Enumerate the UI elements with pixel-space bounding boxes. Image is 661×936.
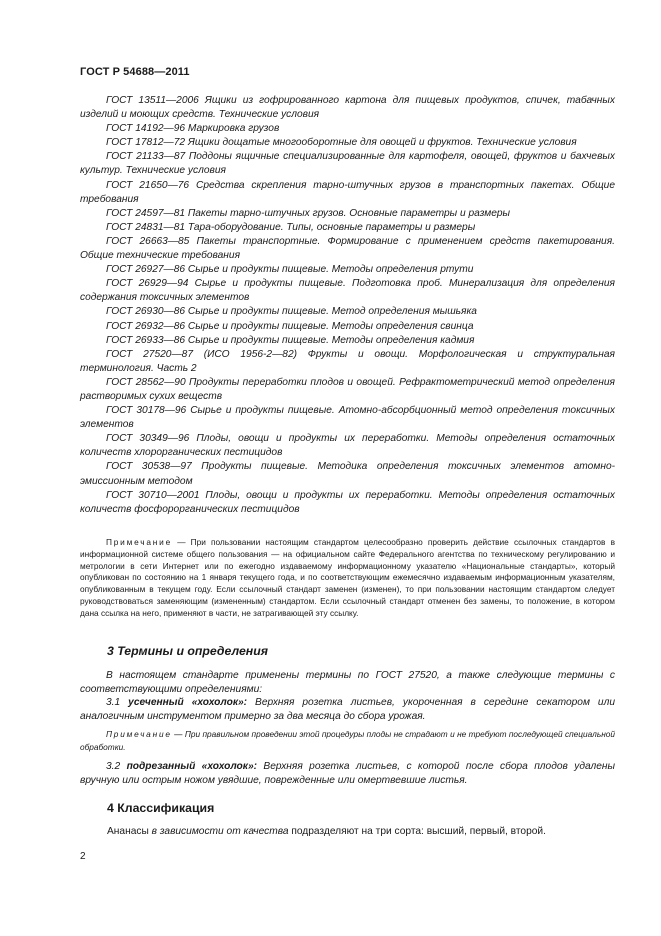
reference-item: ГОСТ 28562—90 Продукты переработки плодов и овощей. Рефрактометрический метод определения растворимых сухих веществ bbox=[80, 376, 615, 402]
reference-item: ГОСТ 30349—96 Плоды, овощи и продукты их переработки. Методы определения остаточных количеств хлорорганических пестицидов bbox=[80, 433, 615, 459]
document-header: ГОСТ Р 54688—2011 bbox=[80, 66, 190, 78]
term-number: 3.1 bbox=[106, 697, 129, 708]
reference-item: ГОСТ 21133—87 Поддоны ящичные специализированные для картофеля, овощей, фруктов и бахчевых культур. Технические условия bbox=[80, 151, 615, 177]
term-definition: Верхняя розетка листьев, укороченная в середине секатором или аналогичным инструментом примерно за два месяца до сбора урожая. bbox=[80, 697, 615, 722]
classification-text-italic: в зависимости от качества bbox=[151, 826, 289, 837]
reference-item: ГОСТ 26929—94 Сырье и продукты пищевые. Подготовка проб. Минерализация для определения содержания токсичных элементов bbox=[80, 278, 615, 304]
classification-text bbox=[107, 826, 546, 837]
term-name: подрезанный «хохолок»: bbox=[126, 761, 258, 772]
term-3-2 bbox=[80, 760, 615, 787]
reference-item: ГОСТ 21650—76 Средства скрепления тарно-штучных грузов в транспортных пакетах. Общие требования bbox=[80, 179, 615, 205]
reference-item: ГОСТ 26930—86 Сырье и продукты пищевые. Метод определения мышьяка bbox=[106, 306, 477, 318]
normative-references-list bbox=[80, 94, 615, 517]
reference-item: ГОСТ 30710—2001 Плоды, овощи и продукты их переработки. Методы определения остаточных количеств фосфорорганических пестицидов bbox=[80, 489, 615, 515]
classification-text-part: подразделяют на три сорта: высший, первый, второй. bbox=[288, 826, 546, 837]
term-3-1 bbox=[80, 696, 615, 723]
note-label: Примечание bbox=[106, 729, 172, 739]
reference-item: ГОСТ 26933—86 Сырье и продукты пищевые. Методы определения кадмия bbox=[106, 334, 475, 346]
references-note bbox=[80, 537, 615, 619]
reference-item: ГОСТ 26663—85 Пакеты транспортные. Формирование с применением средств пакетирования. Общие технические требования bbox=[80, 235, 615, 262]
note-text: — При пользовании настоящим стандартом целесообразно проверить действие ссылочных стандартов в информационной системе общего пользования — на официальном сайте Федерального агентства по техническому регулированию и метрологии в сети Интернет или по ежегодно издаваемому информационному указателю «Национальные стандарты», который опубликован по состоянию на 1 января текущего года, и по соответствующим ежемесячно издаваемым информационным указателям, опубликованным в текущем году. Если ссылочный стандарт заменен (изменен), то при пользовании настоящим стандартом следует руководствоваться заменяющим (измененным) стандартом. Если ссылочный стандарт отменен без замены, то положение, в котором дана ссылка на него, применяют в части, не затрагивающей эту ссылку. bbox=[80, 537, 615, 618]
section-3-heading: 3 Термины и определения bbox=[107, 644, 268, 658]
reference-item: ГОСТ 27520—87 (ИСО 1956-2—82) Фрукты и овощи. Морфологическая и структуральная терминология. Часть 2 bbox=[80, 348, 615, 374]
reference-item: ГОСТ 30538—97 Продукты пищевые. Методика определения токсичных элементов атомно-эмиссионным методом bbox=[80, 461, 615, 487]
reference-item: ГОСТ 26927—86 Сырье и продукты пищевые. Методы определения ртути bbox=[106, 264, 474, 276]
note-text: — При правильном проведении этой процедуры плоды не страдают и не требуют последующей специальной обработки. bbox=[80, 729, 615, 752]
reference-item: ГОСТ 13511—2006 Ящики из гофрированного картона для пищевых продуктов, спичек, табачных изделий и моющих средств. Технические условия bbox=[80, 95, 615, 121]
reference-item: ГОСТ 30178—96 Сырье и продукты пищевые. Атомно-абсорбционный метод определения токсичных элементов bbox=[80, 405, 615, 431]
term-definition: Верхняя розетка листьев, с которой после сбора плодов удалены вручную или острым ножом увядшие, поврежденные или омертвевшие листья. bbox=[80, 761, 616, 786]
section-4-heading: 4 Классификация bbox=[107, 801, 215, 815]
reference-item: ГОСТ 26932—86 Сырье и продукты пищевые. Методы определения свинца bbox=[106, 320, 474, 332]
section-3-intro: В настоящем стандарте применены термины по ГОСТ 27520, а также следующие термины с соответствующими определениями: bbox=[80, 670, 615, 695]
reference-item: ГОСТ 24597—81 Пакеты тарно-штучных грузов. Основные параметры и размеры bbox=[106, 207, 511, 219]
reference-item: ГОСТ 24831—81 Тара-оборудование. Типы, основные параметры и размеры bbox=[106, 221, 476, 233]
term-number: 3.2 bbox=[106, 761, 127, 772]
reference-item: ГОСТ 14192—96 Маркировка грузов bbox=[106, 123, 280, 135]
term-name: усеченный «хохолок»: bbox=[128, 697, 248, 708]
section-3-body bbox=[80, 669, 615, 723]
term-3-2-block bbox=[80, 760, 615, 787]
reference-item: ГОСТ 17812—72 Ящики дощатые многооборотные для овощей и фруктов. Технические условия bbox=[106, 137, 577, 149]
classification-text-part: Ананасы bbox=[107, 826, 152, 837]
note-label: Примечание bbox=[106, 537, 173, 547]
page-number: 2 bbox=[80, 851, 86, 862]
term-note bbox=[80, 728, 615, 753]
